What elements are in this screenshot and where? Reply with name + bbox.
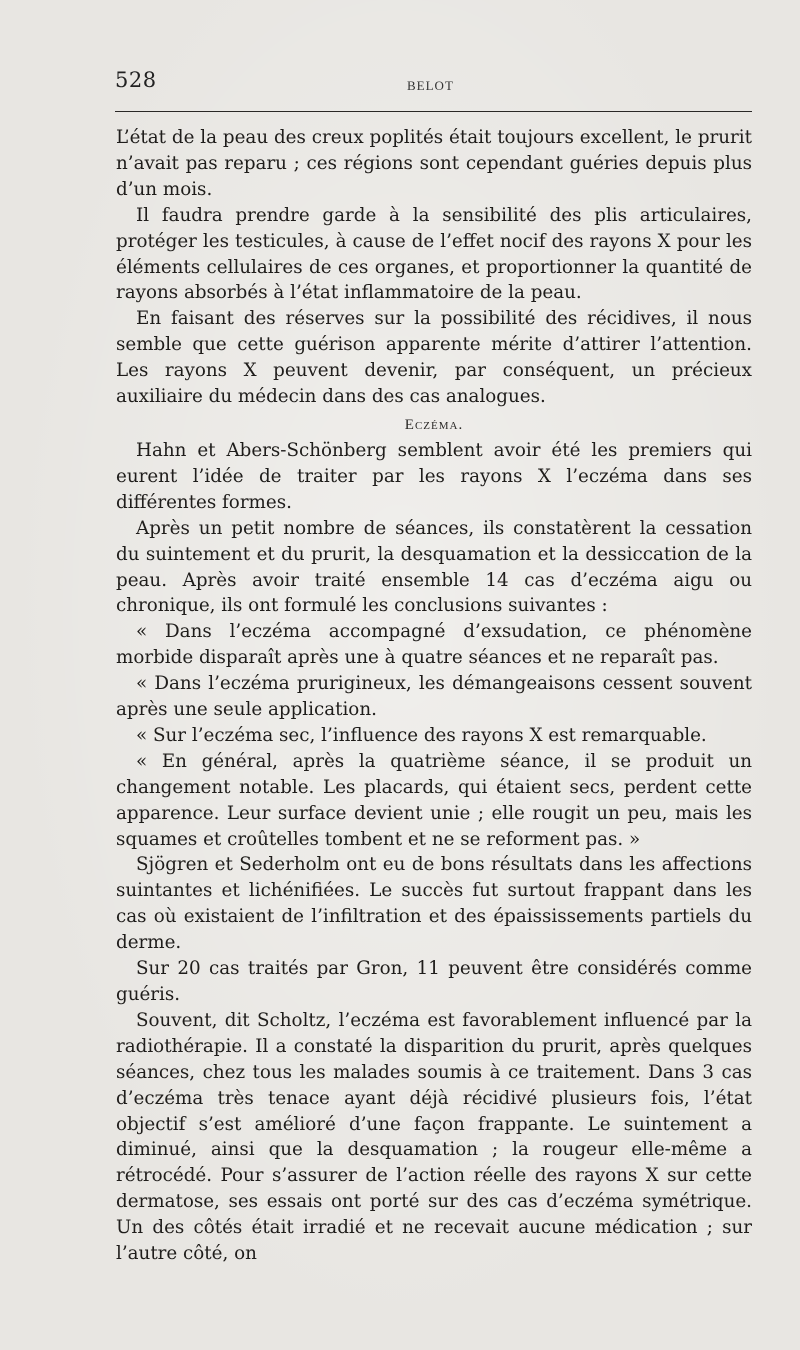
quote-paragraph: « Sur l’eczéma sec, l’influence des rayons X est remarquable. — [136, 724, 707, 746]
quote-paragraph: « En général, après la quatrième séance, il se produit un changement notable. Les placards, qui étaient secs, perdent cette apparence. Leur surface devient unie ; elle rougit un peu, mais les squames et croûtelles tombent et ne se reforment pas. » — [116, 750, 752, 850]
paragraph: Après un petit nombre de séances, ils constatèrent la cessation du suintement et du prurit, la desquamation et la dessiccation de la peau. Après avoir traité ensemble 14 cas d’eczéma aigu ou chronique, ils ont formulé les conclusions suivantes : — [116, 517, 752, 617]
body-text — [116, 125, 752, 1267]
section-heading: Eczéma. — [404, 416, 464, 433]
quote-paragraph: « Dans l’eczéma accompagné d’exsudation, ce phénomène morbide disparaît après une à quatre séances et ne reparaît pas. — [116, 621, 752, 669]
paragraph: Souvent, dit Scholtz, l’eczéma est favorablement influencé par la radiothérapie. Il a constaté la disparition du prurit, après quelques séances, chez tous les malades soumis à ce traitement. Dans 3 cas d’eczéma très tenace ayant déjà récidivé plusieurs fois, l’état objectif s’est amélioré d’une façon frappante. Le suintement a diminué, ainsi que la desquamation ; la rougeur elle-même a rétrocédé. Pour s’assurer de l’action réelle des rayons X sur cette dermatose, ses essais ont porté sur des cas d’eczéma symétrique. Un des côtés était irradié et ne recevait aucune médication ; sur l’autre côté, on — [116, 1009, 752, 1265]
header-rule — [115, 111, 752, 112]
paragraph: Sur 20 cas traités par Gron, 11 peuvent être considérés comme guéris. — [116, 958, 752, 1005]
paragraph: Sjögren et Sederholm ont eu de bons résultats dans les affections suintantes et lichénifiées. Le succès fut surtout frappant dans les cas où existaient de l’infiltration et des épaississements partiels du derme. — [116, 854, 752, 954]
page-header — [115, 68, 752, 98]
paragraph: Hahn et Abers-Schönberg semblent avoir été les premiers qui eurent l’idée de traiter par les rayons X l’eczéma dans ses différentes formes. — [116, 439, 752, 513]
paragraph: Il faudra prendre garde à la sensibilité des plis articulaires, protéger les testicules, à cause de l’effet nocif des rayons X pour les éléments cellulaires de ces organes, et proportionner la quantité de rayons absorbés à l’état inflammatoire de la peau. — [116, 204, 752, 304]
running-head: BELOT — [407, 78, 454, 93]
paragraph: L’état de la peau des creux poplités était toujours excellent, le prurit n’avait pas reparu ; ces régions sont cependant guéries depuis plus d’un mois. — [116, 127, 752, 200]
quote-paragraph: « Dans l’eczéma prurigineux, les démangeaisons cessent souvent après une seule application. — [116, 673, 752, 721]
page-number: 528 — [115, 68, 157, 92]
paragraph: En faisant des réserves sur la possibilité des récidives, il nous semble que cette guérison apparente mérite d’attirer l’attention. Les rayons X peuvent devenir, par conséquent, un précieux auxiliaire du médecin dans des cas analogues. — [116, 308, 752, 408]
